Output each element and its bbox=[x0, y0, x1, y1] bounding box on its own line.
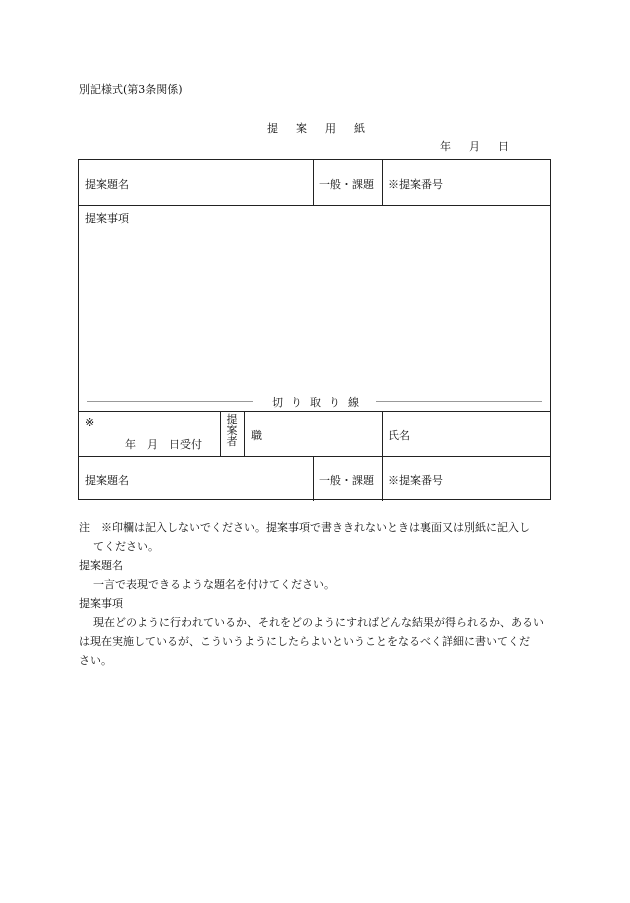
proposer-char: 案 bbox=[226, 424, 238, 437]
proposal-number-label: ※提案番号 bbox=[388, 474, 443, 487]
proposal-number-label: ※提案番号 bbox=[388, 178, 443, 191]
note-text: てください。 bbox=[93, 540, 159, 553]
form-label: 別記様式(第3条関係) bbox=[79, 83, 183, 96]
proposal-form bbox=[78, 159, 551, 500]
title-char: 提 bbox=[267, 122, 278, 135]
notes-body: は現在実施しているが、こういうようにしたらよいということをなるべく詳細に書いてくだ bbox=[79, 635, 530, 648]
cut-line-label bbox=[257, 394, 374, 410]
notes-heading: 提案事項 bbox=[79, 597, 123, 610]
notes-heading: 提案題名 bbox=[79, 559, 123, 572]
col-divider bbox=[382, 411, 383, 456]
row-divider bbox=[79, 411, 550, 412]
notes bbox=[79, 518, 554, 670]
receipt-mark: ※ bbox=[85, 416, 95, 429]
row-divider bbox=[79, 456, 550, 457]
title-char: 案 bbox=[296, 122, 307, 135]
col-divider bbox=[382, 456, 383, 501]
proposer-label bbox=[221, 414, 243, 447]
notes-body: 現在どのように行われているか、それをどのようにすればどんな結果が得られるか、あるい bbox=[93, 616, 544, 629]
proposal-content-area[interactable] bbox=[79, 220, 550, 390]
col-divider bbox=[244, 411, 245, 456]
note-text: 注 ※印欄は記入しないでください。提案事項で書ききれないときは裏面又は別紙に記入し bbox=[79, 521, 530, 534]
notes-body: さい。 bbox=[79, 654, 112, 667]
cut-line-char: り bbox=[291, 396, 302, 409]
category-label: 一般・課題 bbox=[319, 474, 374, 487]
title-char: 紙 bbox=[354, 122, 365, 135]
col-divider bbox=[313, 456, 314, 501]
cut-line-char: 線 bbox=[348, 396, 359, 409]
proposal-title-label: 提案題名 bbox=[85, 474, 129, 487]
proposal-title-label: 提案題名 bbox=[85, 178, 129, 191]
receipt-date: 年 月 日受付 bbox=[125, 438, 202, 451]
row-divider bbox=[79, 205, 550, 206]
date-month: 月 bbox=[469, 140, 480, 153]
notes-body: 一言で表現できるような題名を付けてください。 bbox=[93, 578, 335, 591]
name-label: 氏名 bbox=[388, 429, 410, 442]
cut-line-rule bbox=[376, 401, 542, 402]
page-title bbox=[236, 120, 396, 136]
date-year: 年 bbox=[440, 140, 451, 153]
category-label: 一般・課題 bbox=[319, 178, 374, 191]
date-line bbox=[440, 138, 509, 154]
col-divider bbox=[382, 160, 383, 205]
cut-line-rule bbox=[87, 401, 253, 402]
date-day: 日 bbox=[498, 140, 509, 153]
position-label: 職 bbox=[251, 429, 262, 442]
cut-line-char: 切 bbox=[272, 396, 283, 409]
cut-line bbox=[87, 395, 542, 407]
proposer-char: 者 bbox=[226, 435, 238, 448]
proposal-content-label: 提案事項 bbox=[85, 212, 129, 225]
cut-line-char: り bbox=[329, 396, 340, 409]
col-divider bbox=[313, 160, 314, 205]
proposer-char: 提 bbox=[226, 413, 238, 426]
cut-line-char: 取 bbox=[310, 396, 321, 409]
title-char: 用 bbox=[325, 122, 336, 135]
